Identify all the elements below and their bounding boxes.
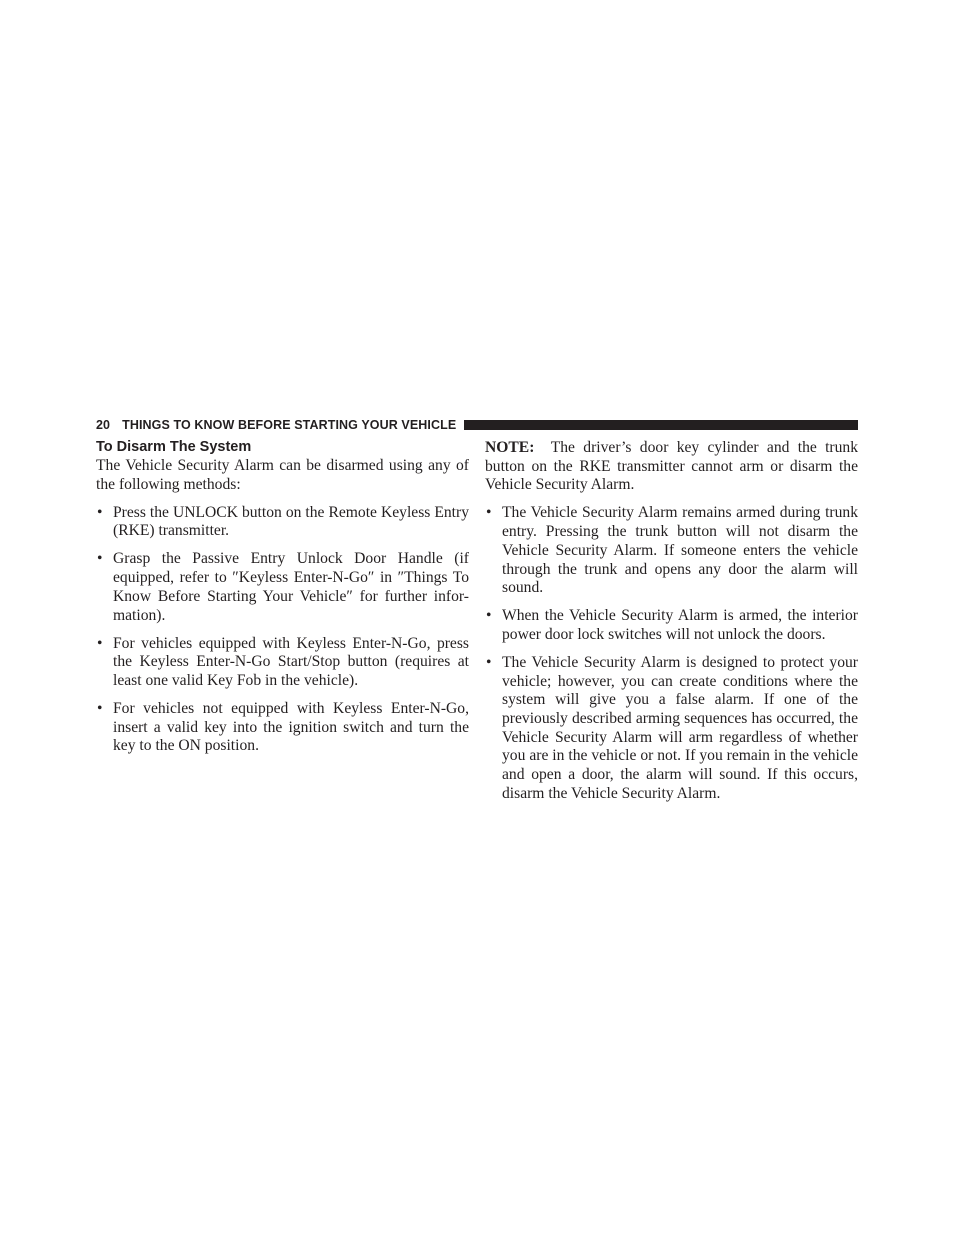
list-item: [485, 607, 858, 644]
list-item: [485, 654, 858, 804]
intro-paragraph: The Vehicle Security Alarm can be disarmed using any of the following methods:: [96, 457, 469, 493]
list-item-text: Press the UNLOCK button on the Remote Keyless Entry (RKE) transmitter.: [113, 503, 469, 540]
bullet-icon: •: [97, 699, 103, 717]
page-header: [96, 417, 858, 433]
bullet-icon: •: [97, 550, 103, 568]
list-item: [485, 504, 858, 598]
header-rule: [464, 420, 858, 430]
bullet-icon: •: [97, 634, 103, 652]
alarm-info-list: [485, 504, 858, 803]
right-column: [485, 439, 858, 804]
left-column: [96, 438, 469, 756]
bullet-icon: •: [486, 653, 492, 671]
note-text: The driver’s door key cylinder and the trunk button on the RKE transmitter cannot arm or disarm the Vehicle Security Alarm.: [485, 439, 859, 494]
list-item-text: The Vehicle Security Alarm remains armed during trunk entry. Pressing the trunk button will not disarm the Vehicle Security Alarm. If someone enters the vehicle through the trunk and opens any door the alarm will sound.: [502, 504, 858, 597]
note-label: NOTE:: [485, 439, 535, 456]
list-item: [96, 550, 469, 625]
list-item: [96, 700, 469, 756]
note-paragraph: [485, 439, 858, 495]
section-heading: To Disarm The System: [96, 439, 252, 455]
bullet-icon: •: [486, 504, 492, 522]
disarm-methods-list: [96, 504, 469, 756]
section-title: THINGS TO KNOW BEFORE STARTING YOUR VEHICLE: [122, 418, 457, 432]
bullet-icon: •: [97, 503, 103, 521]
list-item-text: The Vehicle Security Alarm is designed to protect your vehicle; however, you can create conditions where the system will give you a false alarm. If one of the previously described arming sequences has occurred, the Vehicle Security Alarm will arm regardless of whether you are in the vehicle or not. If you remain in the vehicle and open a door, the alarm will sound. If this occurs, disarm the Vehicle Security Alarm.: [502, 653, 858, 802]
page-number: 20: [96, 418, 111, 432]
list-item-text: When the Vehicle Security Alarm is armed, the interior power door lock switches will not unlock the doors.: [502, 607, 858, 643]
bullet-icon: •: [486, 607, 492, 625]
list-item: [96, 504, 469, 541]
list-item-text: For vehicles equipped with Keyless Enter-N-Go, press the Keyless Enter-N-Go Start/Stop button (requires at least one valid Key Fob in the vehicle).: [113, 634, 469, 689]
list-item: [96, 635, 469, 691]
list-item-text: Grasp the Passive Entry Unlock Door Handle (if equipped, refer to ″Keyless Enter-N-Go″ in ″Things To Know Before Starting Your Vehicle″ for further infor-mation).: [113, 550, 469, 624]
list-item-text: For vehicles not equipped with Keyless Enter-N-Go, insert a valid key into the ignition switch and turn the key to the ON position.: [113, 699, 469, 755]
